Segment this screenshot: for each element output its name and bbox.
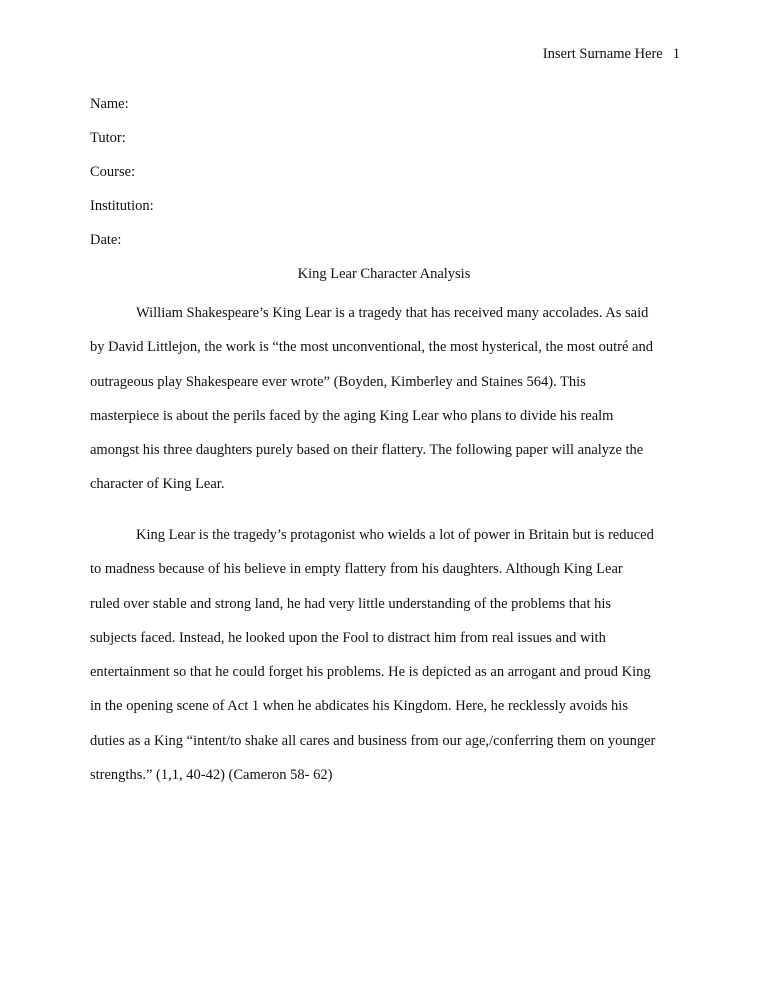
paragraph-line: outrageous play Shakespeare ever wrote” (Boyden, Kimberley and Staines 564). This <box>90 373 586 390</box>
body-paragraph-1 <box>90 296 678 502</box>
paragraph-line: in the opening scene of Act 1 when he abdicates his Kingdom. Here, he recklessly avoids his <box>90 698 628 715</box>
running-header <box>543 46 680 63</box>
name-field: Name: <box>90 96 129 112</box>
paragraph-line: strengths.” (1,1, 40-42) (Cameron 58- 62) <box>90 767 333 784</box>
paragraph-line: masterpiece is about the perils faced by the aging King Lear who plans to divide his realm <box>90 407 614 424</box>
paragraph-line: William Shakespeare’s King Lear is a tragedy that has received many accolades. As said <box>136 305 649 321</box>
paragraph-line: King Lear is the tragedy’s protagonist who wields a lot of power in Britain but is reduced <box>136 527 654 543</box>
paragraph-line: to madness because of his believe in empty flattery from his daughters. Although King Lear <box>90 561 623 578</box>
date-field: Date: <box>90 232 122 248</box>
tutor-field: Tutor: <box>90 130 126 146</box>
paragraph-line: ruled over stable and strong land, he had very little understanding of the problems that his <box>90 595 612 612</box>
paper-title: King Lear Character Analysis <box>297 266 471 282</box>
paragraph-line: subjects faced. Instead, he looked upon the Fool to distract him from real issues and with <box>90 629 606 646</box>
page-number: 1 <box>672 46 680 62</box>
running-head-text: Insert Surname Here <box>542 46 663 62</box>
body-paragraph-2 <box>90 518 678 792</box>
paragraph-line: entertainment so that he could forget his problems. He is depicted as an arrogant and proud King <box>90 664 651 681</box>
paragraph-line: by David Littlejon, the work is “the most unconventional, the most hysterical, the most outré and <box>90 339 653 356</box>
student-info-block <box>90 94 154 264</box>
paragraph-line: duties as a King “intent/to shake all cares and business from our age,/conferring them on younger <box>90 732 656 749</box>
paragraph-line: character of King Lear. <box>90 476 225 493</box>
paragraph-line: amongst his three daughters purely based on their flattery. The following paper will analyze the <box>90 442 644 459</box>
course-field: Course: <box>90 164 136 180</box>
institution-field: Institution: <box>90 198 154 214</box>
